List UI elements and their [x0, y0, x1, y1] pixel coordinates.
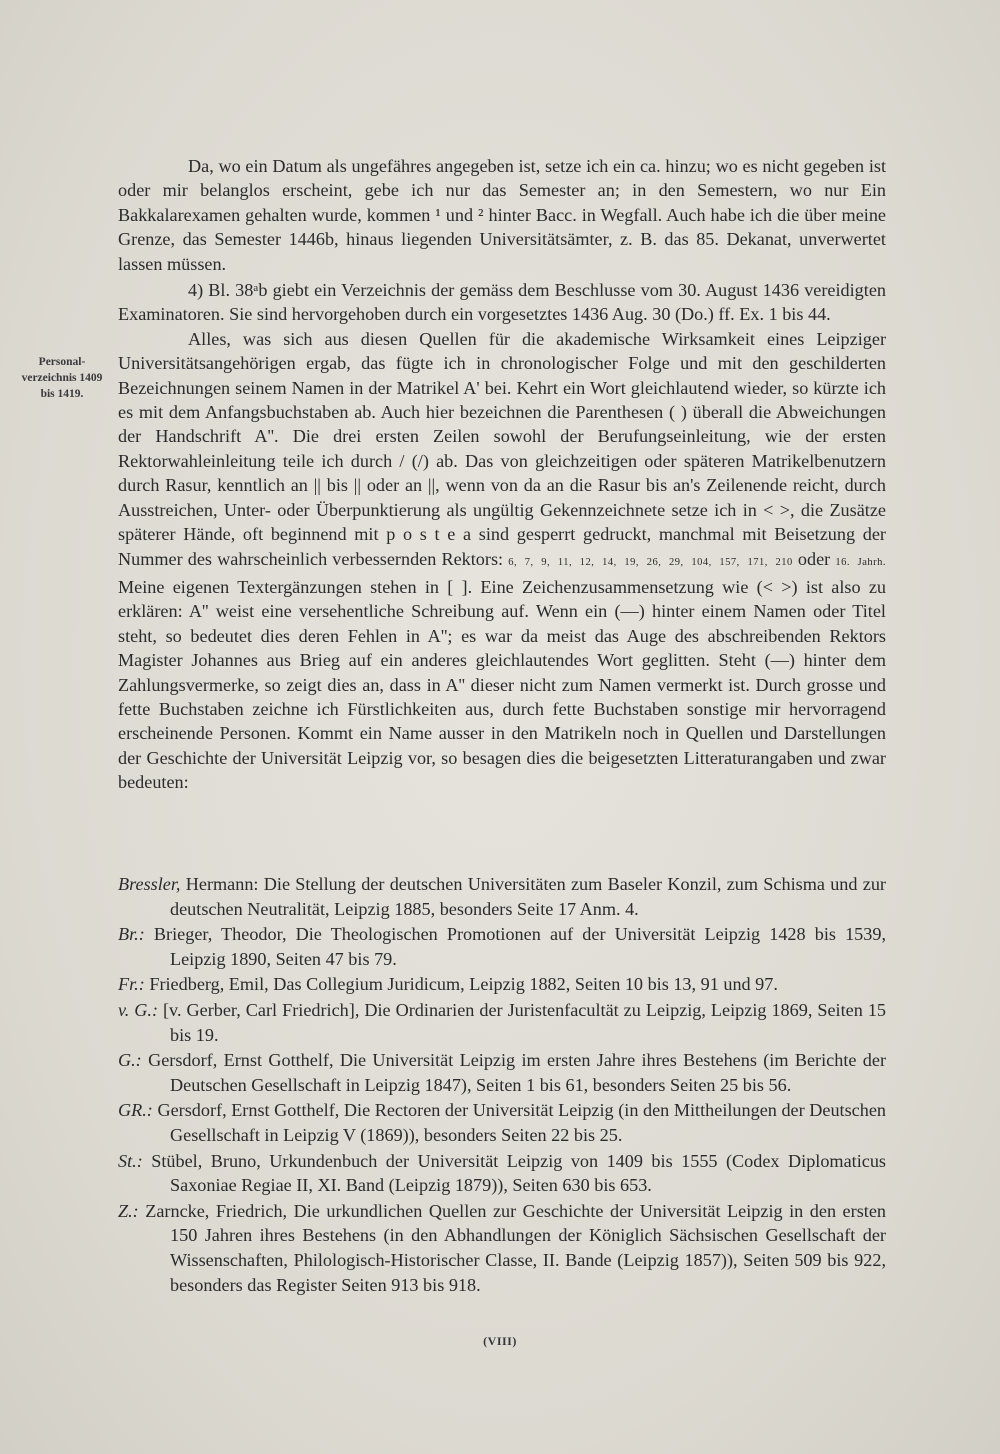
paragraph-bezeichnungen — [118, 327, 886, 795]
reference-entry — [118, 998, 886, 1047]
page-number: (VIII) — [483, 1334, 517, 1348]
reference-abbreviation: Br.: — [118, 924, 145, 945]
paragraph-datum: Da, wo ein Datum als ungefähres angegeben ist, setze ich ein ca. hinzu; wo es nicht gegeben ist oder mir belanglos erscheint, gebe ich nur das Semester an; in den Semestern, wo nur Ein Bakkalarexamen gehalten wurde, kommen ¹ und ² hinter Bacc. in Wegfall. Auch habe ich die über meine Grenze, das Semester 1446b, hinaus liegenden Universitätsämter, z. B. das 85. Dekanat, unverwertet lassen müssen. — [118, 156, 886, 274]
reference-abbreviation: Fr.: — [118, 974, 145, 995]
reference-abbreviation: Bressler, — [118, 874, 181, 894]
reference-text: Brieger, Theodor, Die Theologischen Promotionen auf der Universität Leipzig 1428 bis 1539, Leipzig 1890, Seiten 47 bis 79. — [153, 924, 886, 969]
reference-entry — [118, 922, 886, 971]
reference-abbreviation: G.: — [118, 1050, 142, 1071]
reference-abbreviation: v. G.: — [118, 999, 158, 1020]
reference-entry — [118, 1149, 886, 1198]
reference-abbreviation: St.: — [118, 1150, 143, 1171]
reference-text: [v. Gerber, Carl Friedrich], Die Ordinarien der Juristenfacultät zu Leipzig, Leipzig 1869, Seiten 15 bis 19. — [163, 999, 887, 1045]
margin-note — [14, 354, 110, 402]
reference-entry — [118, 1199, 886, 1297]
rector-numbers: 6, 7, 9, 11, 12, 14, 19, 26, 29, 104, 157, 171, 210 — [508, 556, 793, 568]
reference-entry — [118, 1048, 886, 1097]
reference-entry — [118, 872, 886, 921]
reference-text: Hermann: Die Stellung der deutschen Universitäten zum Baseler Konzil, zum Schisma und zur deutschen Neutralität, Leipzig 1885, besonders Seite 17 Anm. 4. — [170, 874, 886, 919]
reference-abbreviation: Z.: — [118, 1200, 139, 1221]
reference-abbreviation: GR.: — [118, 1100, 153, 1121]
reference-text: Gersdorf, Ernst Gotthelf, Die Rectoren der Universität Leipzig (in den Mittheilungen der Deutschen Gesellschaft in Leipzig V (1869)), besonders Seiten 22 bis 25. — [157, 1100, 887, 1145]
reference-entry — [118, 1098, 886, 1147]
oder-word: oder — [797, 548, 831, 569]
body-text — [118, 154, 886, 795]
reference-text: Stübel, Bruno, Urkundenbuch der Universität Leipzig von 1409 bis 1555 (Codex Diplomaticus Saxoniae Regiae II, XI. Band (Leipzig 1879)), Seiten 630 bis 653. — [151, 1150, 887, 1196]
paragraph-bezeichnungen-part2: Meine eigenen Textergänzungen stehen in [ ]. Eine Zeichenzusammensetzung wie (< >) ist also zu erklären: A'' weist eine versehentliche Schreibung auf. Wenn ein (—) hinter einem Namen oder Titel steht, so bedeutet dies deren Fehlen in A''; es war da meist das Auge des abschreibenden Rektors Magister Johannes aus Brieg auf ein anderes gleichlautendes Wort geglitten. Steht (—) hinter dem Zahlungsvermerke, so zeigt dies an, dass in A'' dieser nicht zum Namen vermerkt ist. Durch grosse und fette Buchstaben zeichne ich Fürstlichkeiten aus, durch fette Buchstaben sonstige mir hervorragend erscheinende Personen. Kommt ein Name ausser in den Matrikeln noch in Quellen und Darstellungen der Geschichte der Universität Leipzig vor, so besagen dies die beigesetzten Litteraturangaben und zwar bedeuten: — [118, 576, 886, 793]
paragraph-examinatoren: 4) Bl. 38ᵃb giebt ein Verzeichnis der gemäss dem Beschlusse vom 30. August 1436 vereidigten Examinatoren. Sie sind hervorgehoben durch ein vorgesetztes 1436 Aug. 30 (Do.) ff. Ex. 1 bis 44. — [118, 280, 886, 325]
margin-note-line: bis 1419. — [40, 388, 84, 400]
reference-list — [118, 872, 886, 1298]
paragraph-bezeichnungen-part1: Alles, was sich aus diesen Quellen für die akademische Wirksamkeit eines Leipziger Universitätsangehörigen ergab, das fügte ich in chronologischer Folge und mit den geschilderten Bezeichnungen seinem Namen in der Matrikel A' bei. Kehrt ein Wort gleichlautend wieder, so kürzte ich es mit dem Anfangsbuchstaben ab. Auch hier bezeichnen die Parenthesen ( ) überall die Abweichungen der Handschrift A''. Die drei ersten Zeilen sowohl der Berufungseinleitung, wie der ersten Rektorwahleinleitung teile ich durch / (/) ab. Das von gleichzeitigen oder späteren Matrikelbenutzern durch Rasur, kenntlich an || bis || oder an ||, wenn von da an die Rasur bis an's Zeilenende reicht, durch Ausstreichen, Unter- oder Überpunktierung als ungültig Gekennzeichnete setze ich in < >, die Zusätze späterer Hände, oft beginnend mit p o s t e a sind gesperrt gedruckt, manchmal mit Beisetzung der Nummer des wahrscheinlich verbessernden Rektors: — [118, 328, 886, 569]
reference-entry — [118, 972, 886, 997]
margin-note-line: Personal- — [38, 356, 86, 368]
reference-text: Zarncke, Friedrich, Die urkundlichen Quellen zur Geschichte der Universität Leipzig in den ersten 150 Jahren ihres Bestehens (in den Abhandlungen der Königlich Sächsischen Gesellschaft der Wissenschaften, Philologisch-Historischer Classe, II. Bande (Leipzig 1857)), Seiten 509 bis 922, besonders das Register Seiten 913 bis 918. — [145, 1200, 886, 1295]
century-note: 16. Jahrh. — [835, 556, 886, 568]
margin-note-line: verzeichnis 1409 — [21, 372, 103, 384]
reference-text: Friedberg, Emil, Das Collegium Juridicum, Leipzig 1882, Seiten 10 bis 13, 91 und 97. — [149, 974, 778, 995]
reference-text: Gersdorf, Ernst Gotthelf, Die Universität Leipzig im ersten Jahre ihres Bestehens (im Berichte der Deutschen Gesellschaft in Leipzig 1847), Seiten 1 bis 61, besonders Seiten 25 bis 56. — [148, 1050, 887, 1095]
